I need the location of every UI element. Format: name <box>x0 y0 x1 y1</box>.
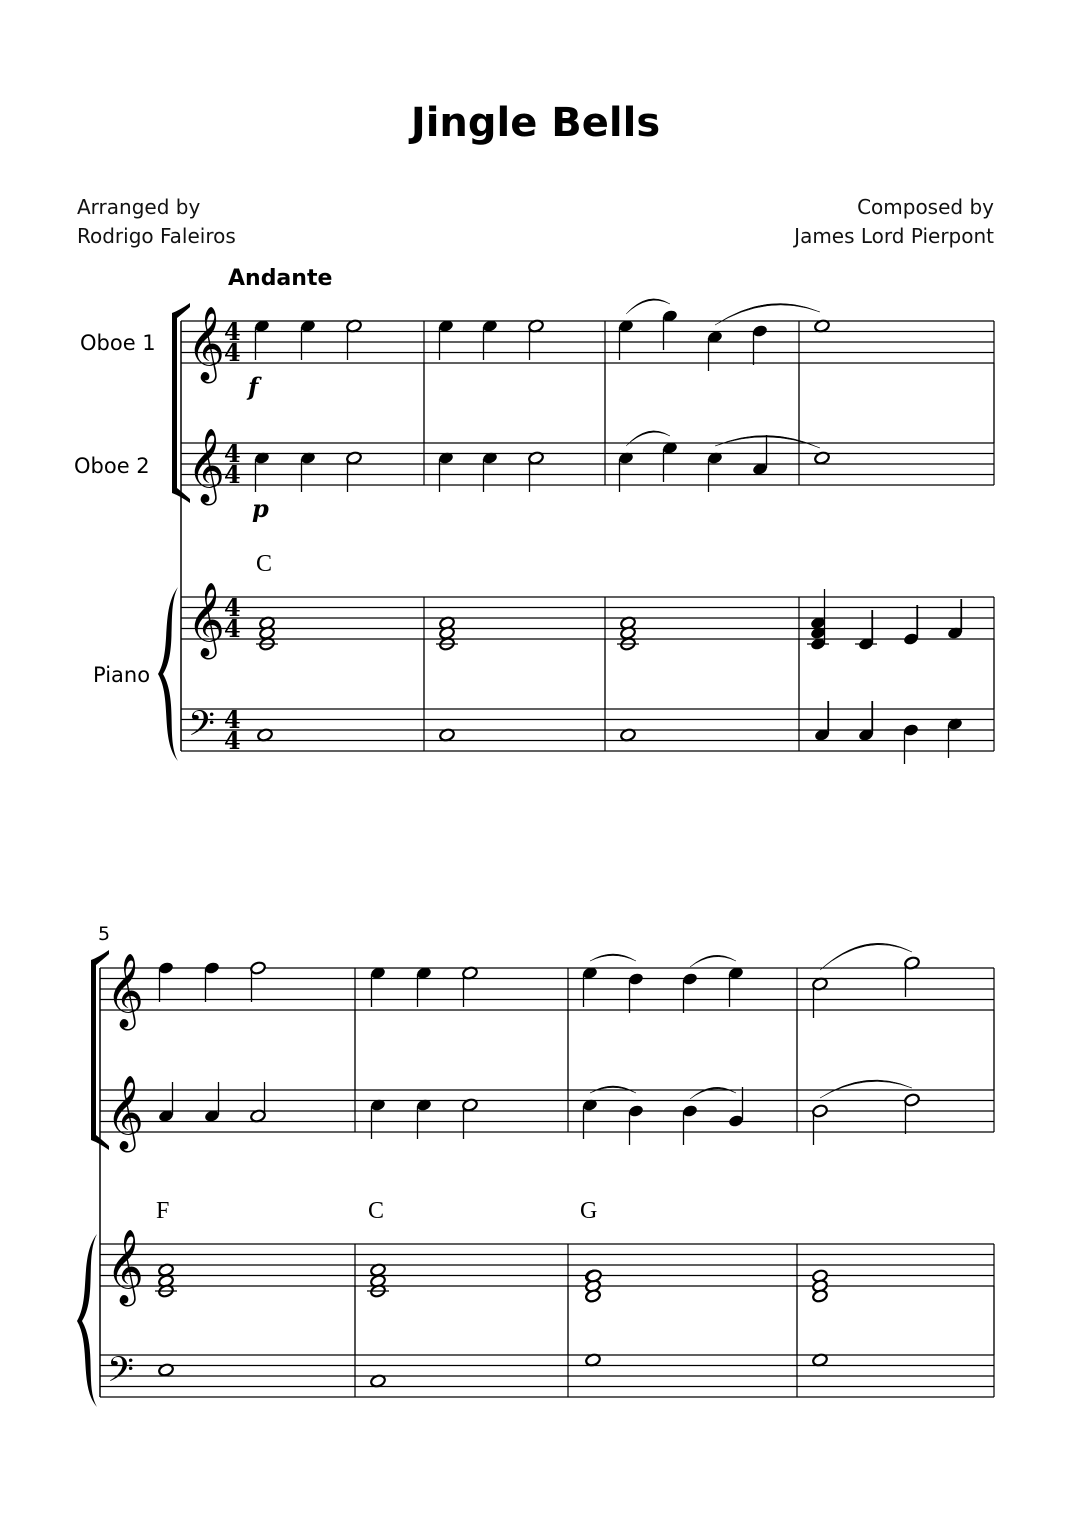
composer-label: Composed by <box>857 195 994 219</box>
note-head <box>752 324 769 338</box>
svg-text:4: 4 <box>224 726 241 755</box>
chord-note-head <box>586 1269 603 1283</box>
notes-layer <box>155 299 963 1388</box>
svg-text:4: 4 <box>224 614 241 643</box>
slur <box>626 431 670 446</box>
note-head <box>728 1114 745 1128</box>
note-head <box>904 1093 921 1107</box>
instrument-label-oboe2: Oboe 2 <box>74 454 150 478</box>
note-head <box>158 961 175 975</box>
note-head <box>903 723 920 737</box>
time-signatures <box>224 317 241 755</box>
svg-text:𝄞: 𝄞 <box>106 1076 144 1150</box>
arranger-label: Arranged by <box>77 195 201 219</box>
svg-text:4: 4 <box>224 317 241 346</box>
score-title: Jingle Bells <box>410 100 661 146</box>
svg-text:𝄢: 𝄢 <box>188 703 216 752</box>
note-head <box>628 972 645 986</box>
chord-symbol: F <box>156 1198 170 1224</box>
note-head <box>812 1104 829 1118</box>
svg-text:𝄞: 𝄞 <box>106 1230 144 1304</box>
note-head <box>682 972 699 986</box>
slur <box>820 943 912 970</box>
slur <box>690 955 736 967</box>
svg-text:𝄞: 𝄞 <box>187 429 225 503</box>
svg-text:𝄞: 𝄞 <box>187 583 225 657</box>
note-head <box>682 1104 699 1118</box>
slur <box>715 304 820 325</box>
svg-text:4: 4 <box>224 460 241 489</box>
svg-text:4: 4 <box>224 338 241 367</box>
staff-piano-bass-system2 <box>100 1355 994 1397</box>
slur <box>626 299 670 314</box>
slur <box>715 435 820 448</box>
chord-symbol: C <box>368 1198 385 1224</box>
chord-symbol: G <box>580 1198 598 1224</box>
staff-piano-treble-system2 <box>100 1244 994 1286</box>
staff-oboe1-system2 <box>100 968 994 1010</box>
dynamic-oboe2: p <box>252 494 269 523</box>
slur <box>590 954 636 961</box>
chord-symbol: C <box>256 551 273 577</box>
instrument-label-piano: Piano <box>93 663 151 687</box>
svg-text:𝄢: 𝄢 <box>107 1349 135 1398</box>
svg-text:4: 4 <box>224 705 241 734</box>
slur <box>690 1087 736 1099</box>
staff-oboe2-system1 <box>181 443 994 485</box>
svg-text:𝄞: 𝄞 <box>187 307 225 381</box>
staff-oboe2-system2 <box>100 1090 994 1132</box>
tempo-marking: Andante <box>228 266 333 291</box>
dynamic-oboe1: f <box>248 372 259 401</box>
instrument-label-oboe1: Oboe 1 <box>80 331 156 355</box>
svg-text:4: 4 <box>224 439 241 468</box>
note-head <box>628 1104 645 1118</box>
svg-text:𝄞: 𝄞 <box>106 954 144 1028</box>
note-head <box>250 961 267 975</box>
measure-number: 5 <box>98 923 111 945</box>
treble-clef-icons <box>106 307 225 1307</box>
note-head <box>204 961 221 975</box>
composer-name: James Lord Pierpont <box>794 224 994 248</box>
svg-text:4: 4 <box>224 593 241 622</box>
slur <box>820 1080 912 1098</box>
arranger-name: Rodrigo Faleiros <box>77 224 236 248</box>
